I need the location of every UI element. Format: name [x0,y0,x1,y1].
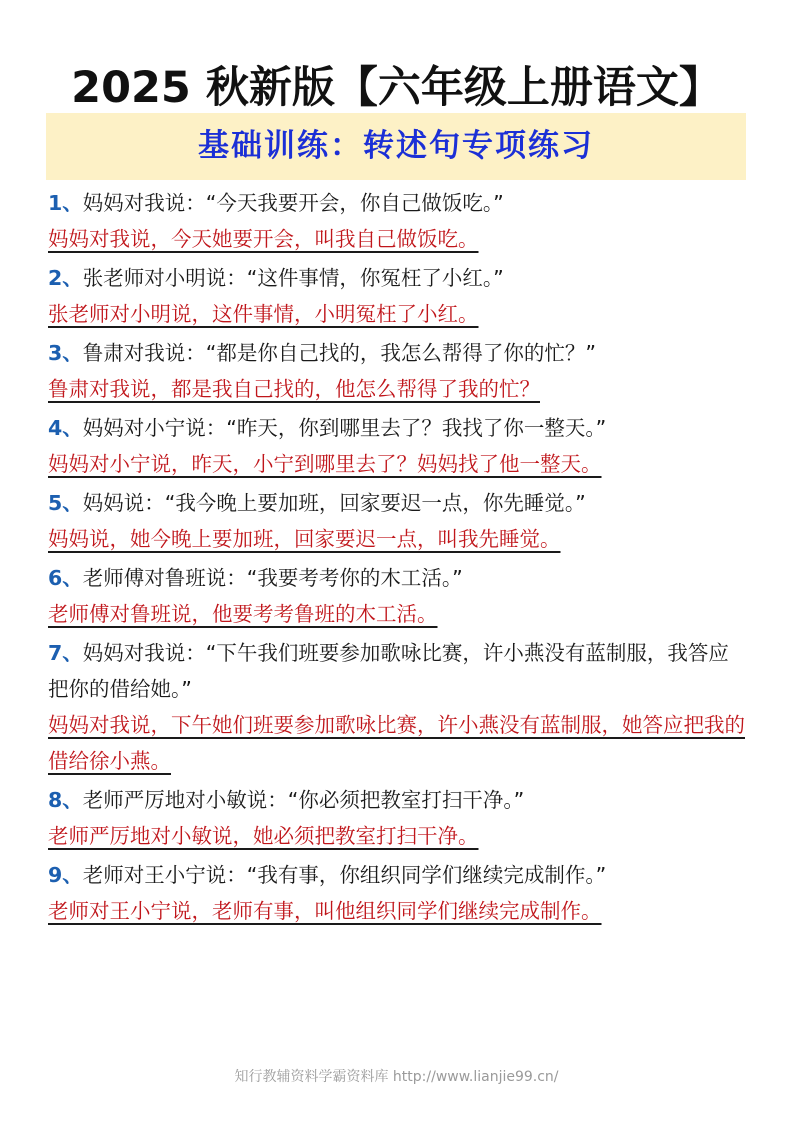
answer [48,371,748,407]
question [48,335,748,371]
footer-source: 知行教辅资料学霸资料库 http://www.lianjie99.cn/ [234,1069,559,1085]
question-text: 鲁肃对我说：“都是你自己找的，我怎么帮得了你的忙？” [82,341,597,365]
exercise-item-9 [48,857,748,929]
item-number: 6 [48,566,63,590]
item-number: 7 [48,641,63,665]
answer-text: 妈妈对我说，今天她要开会，叫我自己做饭吃。 [48,227,479,251]
exercise-item-4 [48,410,748,482]
answer-text: 老师严厉地对小敏说，她必须把教室打扫干净。 [48,824,479,848]
question-text: 老师对王小宁说：“我有事，你组织同学们继续完成制作。” [82,863,607,887]
question-text: 张老师对小明说：“这件事情，你冤枉了小红。” [82,266,504,290]
item-separator: 、 [62,491,83,515]
answer-text: 妈妈说，她今晚上要加班，回家要迟一点，叫我先睡觉。 [48,527,561,551]
item-number: 1 [48,191,63,215]
answer [48,296,748,332]
item-separator: 、 [62,566,83,590]
answer-text: 鲁肃对我说，都是我自己找的，他怎么帮得了我的忙？ [48,377,540,401]
item-separator: 、 [62,863,83,887]
answer [48,893,748,929]
exercise-list [48,185,748,932]
exercise-item-3 [48,335,748,407]
question-text: 老师严厉地对小敏说：“你必须把教室打扫干净。” [82,788,525,812]
question [48,485,748,521]
exercise-item-1 [48,185,748,257]
item-separator: 、 [62,191,83,215]
answer [48,707,748,779]
exercise-item-8 [48,782,748,854]
answer-text: 妈妈对小宁说，昨天，小宁到哪里去了？妈妈找了他一整天。 [48,452,602,476]
exercise-item-2 [48,260,748,332]
exercise-item-5 [48,485,748,557]
question-text: 妈妈对我说：“今天我要开会，你自己做饭吃。” [82,191,504,215]
question-text: 老师傅对鲁班说：“我要考考你的木工活。” [82,566,463,590]
item-separator: 、 [62,788,83,812]
item-separator: 、 [62,641,83,665]
answer-text: 张老师对小明说，这件事情，小明冤枉了小红。 [48,302,479,326]
page-title: 2025 秋新版【六年级上册语文】 [71,63,722,113]
item-number: 5 [48,491,63,515]
question-text: 妈妈说：“我今晚上要加班，回家要迟一点，你先睡觉。” [82,491,586,515]
question [48,560,748,596]
item-number: 4 [48,416,63,440]
answer [48,221,748,257]
question [48,782,748,818]
question [48,410,748,446]
item-separator: 、 [62,266,83,290]
answer [48,818,748,854]
section-banner [46,113,746,180]
answer-text: 老师对王小宁说，老师有事，叫他组织同学们继续完成制作。 [48,899,602,923]
item-number: 2 [48,266,63,290]
question [48,635,748,707]
exercise-item-6 [48,560,748,632]
question-text: 妈妈对我说：“下午我们班要参加歌咏比赛，许小燕没有蓝制服，我答应把你的借给她。” [48,641,729,701]
answer [48,596,748,632]
answer [48,521,748,557]
answer-text: 妈妈对我说，下午她们班要参加歌咏比赛，许小燕没有蓝制服，她答应把我的借给徐小燕。 [48,713,745,773]
answer [48,446,748,482]
question [48,260,748,296]
answer-text: 老师傅对鲁班说，他要考考鲁班的木工活。 [48,602,438,626]
item-separator: 、 [62,416,83,440]
question [48,857,748,893]
exercise-item-7 [48,635,748,779]
item-separator: 、 [62,341,83,365]
question-text: 妈妈对小宁说：“昨天，你到哪里去了？我找了你一整天。” [82,416,607,440]
item-number: 3 [48,341,63,365]
item-number: 9 [48,863,63,887]
item-number: 8 [48,788,63,812]
section-title: 基础训练：转述句专项练习 [198,128,594,164]
question [48,185,748,221]
